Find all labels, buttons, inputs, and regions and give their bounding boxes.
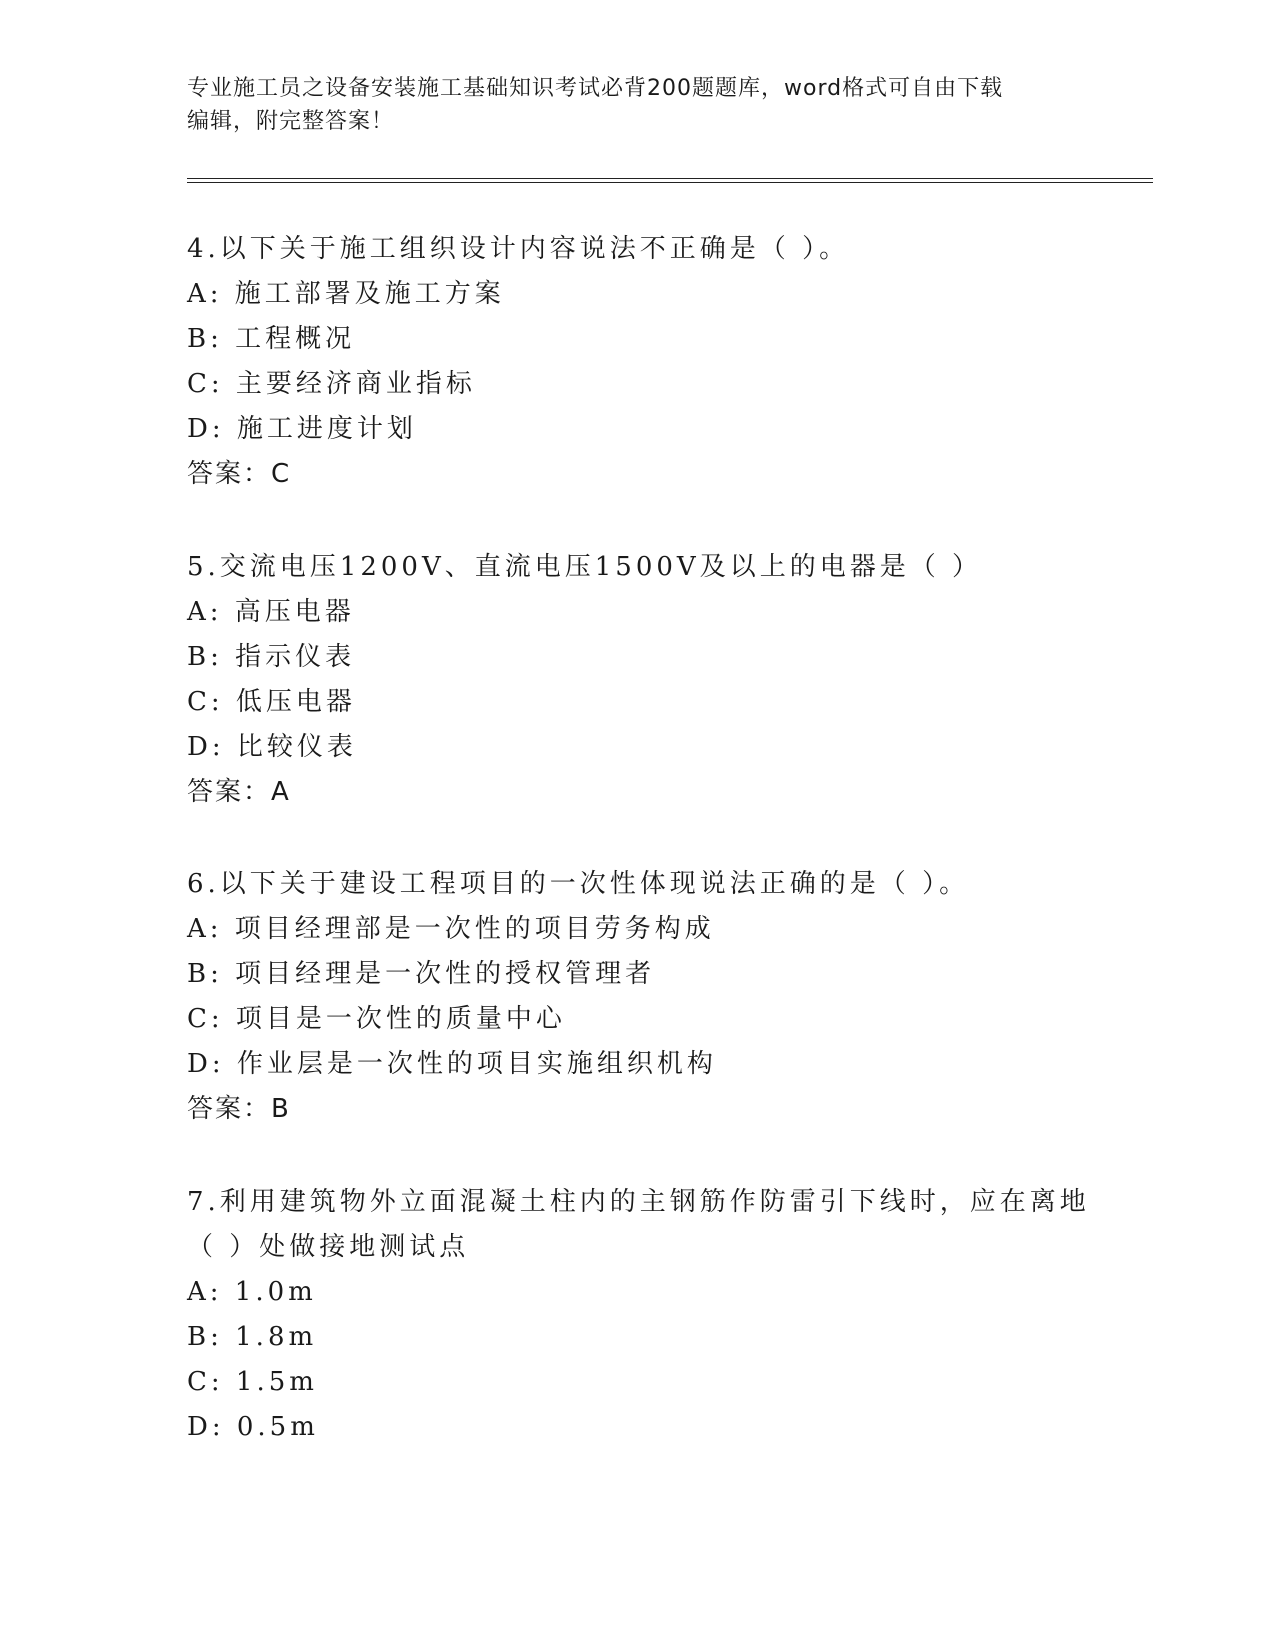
question-stem: 5.交流电压1200V、直流电压1500V及以上的电器是（ ）: [187, 552, 982, 582]
option-c: C: 主要经济商业指标: [187, 369, 476, 399]
option-c: C: 项目是一次性的质量中心: [187, 1004, 566, 1034]
question-7: [187, 1180, 1090, 1450]
option-a: A: 高压电器: [187, 597, 355, 627]
answer-label: 答案：A: [187, 777, 291, 807]
document-header: [187, 72, 1087, 138]
option-c: C: 低压电器: [187, 687, 356, 717]
answer-label: 答案：C: [187, 459, 292, 489]
option-b: B: 项目经理是一次性的授权管理者: [187, 959, 656, 989]
option-c: C: 1.5m: [187, 1367, 318, 1397]
option-d: D: 作业层是一次性的项目实施组织机构: [187, 1049, 717, 1079]
option-b: B: 1.8m: [187, 1322, 318, 1352]
option-d: D: 0.5m: [187, 1412, 319, 1442]
header-line-2: 编辑，附完整答案！: [187, 109, 395, 134]
option-a: A: 项目经理部是一次性的项目劳务构成: [187, 914, 715, 944]
option-b: B: 指示仪表: [187, 642, 356, 672]
header-divider-top: [187, 178, 1153, 179]
question-stem-line-1: 7.利用建筑物外立面混凝土柱内的主钢筋作防雷引下线时，应在离地: [187, 1187, 1090, 1217]
header-line-1: 专业施工员之设备安装施工基础知识考试必背200题题库，word格式可自由下载: [187, 76, 1004, 101]
answer-label: 答案：B: [187, 1094, 291, 1124]
question-stem: 6.以下关于建设工程项目的一次性体现说法正确的是（ ）。: [187, 869, 970, 899]
question-4: [187, 227, 1087, 497]
question-5: [187, 545, 1087, 815]
question-stem-line-2: （ ）处做接地测试点: [187, 1232, 470, 1262]
question-6: [187, 862, 1087, 1132]
option-a: A: 1.0m: [187, 1277, 317, 1307]
option-a: A: 施工部署及施工方案: [187, 279, 505, 309]
question-stem: 4.以下关于施工组织设计内容说法不正确是（ ）。: [187, 234, 850, 264]
option-d: D: 比较仪表: [187, 732, 357, 762]
option-b: B: 工程概况: [187, 324, 356, 354]
header-divider-bottom: [187, 182, 1153, 183]
option-d: D: 施工进度计划: [187, 414, 417, 444]
